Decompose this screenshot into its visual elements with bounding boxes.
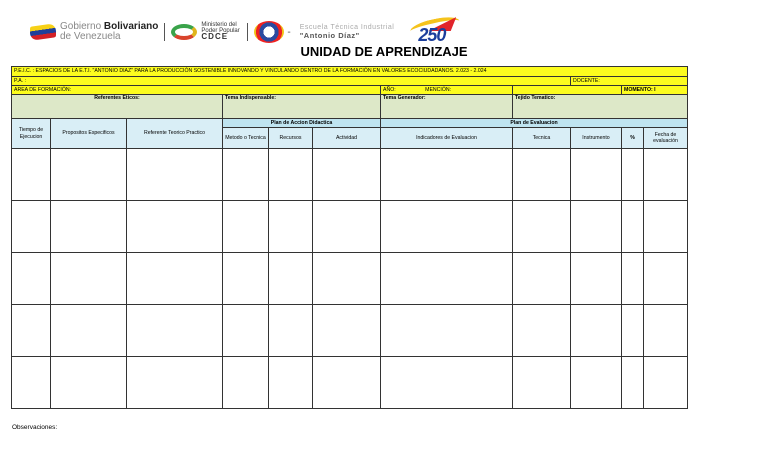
observaciones-label: Observaciones: bbox=[12, 424, 58, 431]
row-area bbox=[12, 86, 688, 95]
table-cell[interactable] bbox=[644, 357, 688, 409]
table-cell[interactable] bbox=[51, 357, 127, 409]
table-cell[interactable] bbox=[644, 305, 688, 357]
col-metodo: Metodo o Tecnica bbox=[223, 128, 269, 149]
table-cell[interactable] bbox=[127, 201, 223, 253]
cdce-text: CDCE bbox=[201, 32, 229, 41]
row-pa bbox=[12, 77, 688, 86]
table-cell[interactable] bbox=[513, 149, 571, 201]
mencion-cell[interactable] bbox=[513, 86, 622, 95]
table-cell[interactable] bbox=[51, 305, 127, 357]
table-cell[interactable] bbox=[313, 357, 381, 409]
table-cell[interactable] bbox=[127, 149, 223, 201]
col-tecnica: Tecnica bbox=[513, 128, 571, 149]
anio-label: AÑO: bbox=[383, 86, 396, 93]
table-cell[interactable] bbox=[269, 357, 313, 409]
gobierno-logo bbox=[60, 22, 158, 42]
table-cell[interactable] bbox=[571, 357, 622, 409]
table-cell[interactable] bbox=[313, 253, 381, 305]
table-cell[interactable] bbox=[223, 305, 269, 357]
mencion-label: MENCIÓN: bbox=[425, 86, 452, 93]
row-plan-headers bbox=[12, 119, 688, 128]
table-cell[interactable] bbox=[127, 357, 223, 409]
table-cell[interactable] bbox=[622, 201, 644, 253]
table-cell[interactable] bbox=[127, 305, 223, 357]
table-cell[interactable] bbox=[12, 305, 51, 357]
table-cell[interactable] bbox=[513, 357, 571, 409]
table-cell[interactable] bbox=[622, 357, 644, 409]
cdce-small-text: Ministerio del Poder Popular bbox=[201, 22, 240, 34]
col-fecha: Fecha de evaluación bbox=[644, 128, 688, 149]
table-cell[interactable] bbox=[313, 149, 381, 201]
table-cell[interactable] bbox=[269, 305, 313, 357]
plan-evaluacion-header: Plan de Evaluacion bbox=[381, 119, 688, 128]
table-cell[interactable] bbox=[571, 201, 622, 253]
table-row bbox=[12, 201, 688, 253]
table-cell[interactable] bbox=[313, 305, 381, 357]
referentes-cell[interactable]: Referentes Eticos: bbox=[12, 95, 223, 119]
table-cell[interactable] bbox=[12, 201, 51, 253]
gob-line1-a: Gobierno bbox=[60, 21, 102, 32]
row-peic bbox=[12, 67, 688, 77]
col-recursos: Recursos bbox=[269, 128, 313, 149]
table-cell[interactable] bbox=[644, 149, 688, 201]
table-cell[interactable] bbox=[12, 253, 51, 305]
table-cell[interactable] bbox=[12, 149, 51, 201]
table-cell[interactable] bbox=[644, 253, 688, 305]
tema-indispensable-cell[interactable]: Tema Indispensable: bbox=[223, 95, 381, 119]
table-cell[interactable] bbox=[127, 253, 223, 305]
anniversary-number: 250 bbox=[418, 25, 446, 45]
table-cell[interactable] bbox=[513, 253, 571, 305]
table-row bbox=[12, 357, 688, 409]
col-indicadores: Indicadores de Evaluacion bbox=[381, 128, 513, 149]
table-cell[interactable] bbox=[223, 253, 269, 305]
table-cell[interactable] bbox=[571, 253, 622, 305]
table-cell[interactable] bbox=[644, 201, 688, 253]
table-cell[interactable] bbox=[622, 149, 644, 201]
plan-accion-header: Plan de Accion Didactica bbox=[223, 119, 381, 128]
table-cell[interactable] bbox=[381, 305, 513, 357]
row-referentes bbox=[12, 95, 688, 119]
table-cell[interactable] bbox=[381, 253, 513, 305]
table-row bbox=[12, 253, 688, 305]
peic-cell[interactable]: P.E.I.C. : ESPACIOS DE LA E.T.I. "ANTONIO DIAZ" PARA LA PRODUCCIÓN SOSTENIBLE INNOVANDO Y VINCULANDO DENTRO DE LA FORMACIÓN EN VALORES ECOCIUDADANOS. 2.023 - 2.024 bbox=[12, 67, 688, 77]
table-cell[interactable] bbox=[513, 305, 571, 357]
col-instrumento: Instrumento bbox=[571, 128, 622, 149]
col-propositos: Propositos Especificos bbox=[51, 119, 127, 149]
table-cell[interactable] bbox=[223, 357, 269, 409]
gob-line2: de Venezuela bbox=[60, 31, 121, 42]
table-cell[interactable] bbox=[223, 201, 269, 253]
gob-line1-b: Bolivariano bbox=[103, 21, 159, 32]
tejido-cell[interactable]: Tejido Tematico: bbox=[513, 95, 688, 119]
page-title: UNIDAD DE APRENDIZAJE bbox=[300, 44, 468, 59]
table-cell[interactable] bbox=[381, 149, 513, 201]
school-line1: Escuela Técnica Industrial bbox=[299, 23, 395, 31]
pa-cell[interactable]: P.A. : bbox=[12, 77, 571, 86]
ring-logo-icon bbox=[171, 24, 197, 40]
col-tiempo: Tiempo de Ejecucion bbox=[12, 119, 51, 149]
col-porcentaje: % bbox=[622, 128, 644, 149]
school-name bbox=[300, 24, 395, 41]
cdce-logo bbox=[201, 22, 241, 42]
area-cell[interactable]: AREA DE FORMACIÓN: bbox=[12, 86, 381, 95]
school-seal-icon bbox=[254, 21, 284, 43]
divider bbox=[164, 23, 165, 41]
venezuela-flag-icon bbox=[30, 23, 56, 41]
anio-cell[interactable] bbox=[381, 86, 513, 95]
table-cell[interactable] bbox=[513, 201, 571, 253]
table-cell[interactable] bbox=[269, 253, 313, 305]
school-line2: "Antonio Díaz" bbox=[299, 30, 360, 40]
momento-cell[interactable]: MOMENTO: I bbox=[622, 86, 688, 95]
table-cell[interactable] bbox=[381, 201, 513, 253]
table-cell[interactable] bbox=[51, 149, 127, 201]
tema-generador-cell[interactable]: Tema Generador: bbox=[381, 95, 513, 119]
table-cell[interactable] bbox=[269, 201, 313, 253]
table-cell[interactable] bbox=[313, 201, 381, 253]
table-cell[interactable] bbox=[269, 149, 313, 201]
table-cell[interactable] bbox=[622, 253, 644, 305]
table-row bbox=[12, 305, 688, 357]
docente-cell[interactable]: DOCENTE: bbox=[571, 77, 688, 86]
table-cell[interactable] bbox=[12, 357, 51, 409]
table-cell[interactable] bbox=[571, 305, 622, 357]
table-cell[interactable] bbox=[571, 149, 622, 201]
table-cell[interactable] bbox=[622, 305, 644, 357]
col-actividad: Actividad bbox=[313, 128, 381, 149]
table-cell[interactable] bbox=[51, 253, 127, 305]
table-row bbox=[12, 149, 688, 201]
dash: - bbox=[287, 26, 291, 38]
divider bbox=[247, 23, 248, 41]
table-cell[interactable] bbox=[51, 201, 127, 253]
learning-unit-table bbox=[11, 66, 688, 409]
header-banner bbox=[30, 18, 466, 46]
table-cell[interactable] bbox=[381, 357, 513, 409]
table-cell[interactable] bbox=[223, 149, 269, 201]
col-referente: Referente Teorico Practico bbox=[127, 119, 223, 149]
anniversary-logo bbox=[410, 19, 466, 45]
